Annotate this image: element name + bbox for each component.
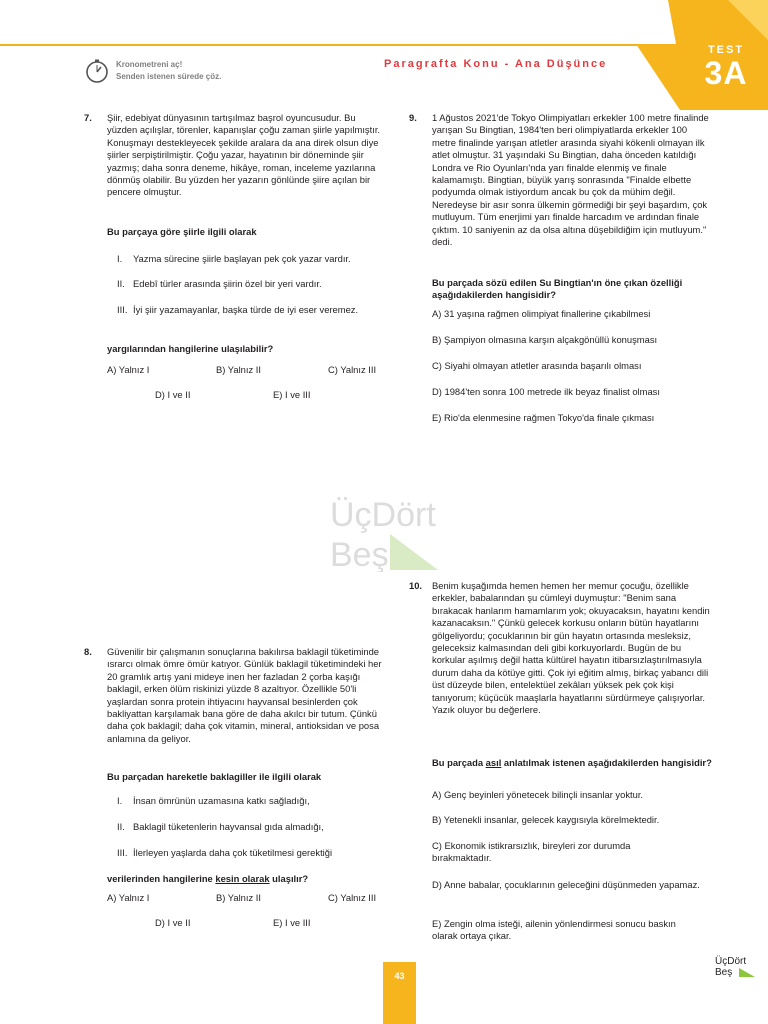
q8-option-b[interactable]: B) Yalnız II [216, 892, 261, 903]
q7-option-c[interactable]: C) Yalnız III [328, 364, 377, 375]
q10-stem-underline: asıl [485, 757, 502, 768]
q9-option-b[interactable]: B) Şampiyon olmasına karşın alçakgönüllü konuşması [432, 334, 658, 345]
test-code: 3A [704, 55, 748, 91]
q10-option-e[interactable]: E) Zengin olma isteği, ailenin yönlendirmesi sonucu baskın olarak ortaya çıkar. [432, 918, 676, 942]
q9-option-e[interactable]: E) Rio'da elenmesine rağmen Tokyo'da finale çıkması [432, 412, 655, 423]
question-10-text: Benim kuşağımda hemen hemen her memur çocuğu, özellikle erkekler, babalarından şu cümleyi duymuştur: "Benim sana bırakacak hanlarım hamamlarım yok; okuyacaksın, hayatını kendin kazanacaksın." Çünkü gelecek korkusu onların bütün hayatlarını gölgeliyordu; çocuklarının bir gün hayatın ortasında mesleksiz, geleceksiz kalmasından deli gibi korkuyorlardı. Bugün de bu korkular aşılmış değil hatta kültürel hayatın itibarsızlaştırılmasıyla durum daha da kötüye gitti. Çok iyi eğitim almış, birkaç yabancı dili üst düzeyde bilen, entelektüel zekâları yüksek pek çok kişi tanıyorum; küçücük maaşlarla hayatlarını sürdürmeye çalışıyorlar. Yazık oluyor bu değerlere. [432, 580, 710, 716]
svg-text:ÜçDört: ÜçDört [330, 496, 436, 534]
q7-roman-2-text: Edebî türler arasında şiirin özel bir yeri vardır. [133, 278, 322, 289]
question-10 [432, 580, 717, 716]
question-9-text: 1 Ağustos 2021'de Tokyo Olimpiyatları erkekler 100 metre finalinde yarışan Su Bingtian, 1984'ten beri olimpiyatlarda erkekler 100 metre finalinde yarışan atletler arasında siyahi kökenli olmayan ilk atlet olmuştur. 31 yaşındaki Su Bingtian, daha önceden katıldığı Londra ve Rio Oyunları'nda yarı finalde elenmiş ve finale kalamamıştı. Bingtian, büyük yarış sonrasında "Finalde elbette podyumda olmak istiyordum ancak bu çok da mühim değil. Neredeyse bir asır sonra ülkemin görmediği bir şeyi başardım, çok mutluyum. Tüm enerjimi yarı finalde harcadım ve ardından finale çıktım. 10 saniyenin az da olsa altına düşebildiğim için mutluyum." dedi. [432, 112, 709, 248]
q7-option-d[interactable]: D) I ve II [155, 389, 191, 400]
q8-roman-1-text: İnsan ömrünün uzamasına katkı sağladığı, [133, 795, 310, 806]
q8-option-a[interactable]: A) Yalnız I [107, 892, 150, 903]
q9-option-c[interactable]: C) Siyahi olmayan atletler arasında başarılı olması [432, 360, 642, 371]
stopwatch-icon [84, 58, 110, 84]
q10-option-c[interactable]: C) Ekonomik istikrarsızlık, bireyleri zor durumda bırakmaktadır. [432, 840, 631, 864]
q10-stem-post: anlatılmak istenen aşağıdakilerden hangisidir? [501, 757, 712, 768]
q9-option-a[interactable]: A) 31 yaşına rağmen olimpiyat finallerine çıkabilmesi [432, 308, 651, 319]
q8-roman-3-number: III. [117, 847, 128, 858]
chrono-line-2: Senden istenen sürede çöz. [116, 72, 222, 81]
svg-text:ÜçDört: ÜçDört [715, 956, 747, 967]
q7-roman-1-number: I. [117, 253, 123, 264]
question-7-stem-2: yargılarından hangilerine ulaşılabilir? [107, 343, 274, 354]
q8-roman-2-number: II. [117, 821, 125, 832]
question-8 [107, 646, 387, 745]
question-9-stem: Bu parçada sözü edilen Su Bingtian'ın öne çıkan özelliği aşağıdakilerden hangisidir? [432, 277, 683, 301]
q7-option-e[interactable]: E) I ve III [273, 389, 311, 400]
question-7-stem: Bu parçaya göre şiirle ilgili olarak [107, 226, 257, 237]
q8-option-c[interactable]: C) Yalnız III [328, 892, 377, 903]
question-8-stem-2 [107, 873, 397, 885]
question-8-text: Güvenilir bir çalışmanın sonuçlarına bakılırsa baklagil tüketiminde ısrarcı olmak ömre ömür katıyor. Günlük baklagil tüketimindeki her 20 gramlık artış yani mideye inen her fazladan 2 çorba kaşığı baklagil, erken ölüm riskinizi yüzde 8 azaltıyor. Özellikle 50'li yaşlardan sonra protein ihtiyacını hayvansal besinlerden çok bakliyattan karşılamak bana göre de daha akılcı bir tutum. Çünkü daha çok baklagil; daha çok vitamin, mineral, antioksidan ve posa anlamına da geliyor. [107, 646, 382, 744]
q7-option-b[interactable]: B) Yalnız II [216, 364, 261, 375]
q9-option-d[interactable]: D) 1984'ten sonra 100 metrede ilk beyaz finalist olması [432, 386, 660, 397]
q7-option-a[interactable]: A) Yalnız I [107, 364, 150, 375]
q10-option-d[interactable]: D) Anne babalar, çocuklarının geleceğini düşünmeden yapamaz. [432, 879, 700, 890]
chrono-line-1: Kronometreni aç! [116, 60, 183, 69]
question-7 [107, 112, 387, 199]
svg-text:Beş: Beş [330, 536, 389, 572]
question-9 [432, 112, 713, 248]
q7-roman-3-text: İyi şiir yazamayanlar, başka türde de iyi eser veremez. [133, 304, 359, 315]
q8-stem2-post: ulaşılır? [269, 873, 309, 884]
q7-roman-2-number: II. [117, 278, 125, 289]
q8-stem2-underline: kesin olarak [215, 873, 270, 884]
q7-roman-3-number: III. [117, 304, 128, 315]
svg-text:Beş: Beş [715, 967, 733, 978]
question-8-number: 8. [84, 646, 92, 657]
question-7-text: Şiir, edebiyat dünyasının tartışılmaz başrol oyuncusudur. Bu yüzden açılışlar, törenler, kapanışlar çoğu zaman şiirle yapılmıştır. Konuşmayı destekleyecek şekilde aralara da ana direk olsun diye şiirler serpiştirilmiştir. Çoğu yazar, hayatının bir döneminde şiir yazmış; daha sonra deneme, hikâye, roman, inceleme yazılarına dönmüş olabilir. Bu yüzden her yazarın gönlünde şiire açılan bir pencere olmuştur. [107, 112, 381, 198]
page-number-tab [383, 962, 416, 1024]
question-8-stem: Bu parçadan hareketle baklagiller ile ilgili olarak [107, 771, 322, 782]
question-9-number: 9. [409, 112, 417, 123]
chrono-hint [116, 59, 221, 83]
q10-stem-pre: Bu parçada [432, 757, 486, 768]
q8-option-d[interactable]: D) I ve II [155, 917, 191, 928]
q10-option-a[interactable]: A) Genç beyinleri yönetecek bilinçli insanlar yoktur. [432, 789, 644, 800]
question-10-stem [432, 757, 722, 769]
q8-option-e[interactable]: E) I ve III [273, 917, 311, 928]
page-title: Paragrafta Konu - Ana Düşünce [384, 58, 608, 70]
page-number: 43 [394, 971, 405, 981]
q7-roman-1-text: Yazma sürecine şiirle başlayan pek çok yazar vardır. [133, 253, 351, 264]
q8-stem2-pre: verilerinden hangilerine [107, 873, 216, 884]
q8-roman-2-text: Baklagil tüketenlerin hayvansal gıda almadığı, [133, 821, 324, 832]
publisher-watermark [330, 492, 445, 572]
q10-option-b[interactable]: B) Yetenekli insanlar, gelecek kaygısıyla körelmektedir. [432, 814, 660, 825]
q8-roman-1-number: I. [117, 795, 123, 806]
test-label: TEST [707, 44, 745, 56]
question-10-number: 10. [409, 580, 423, 591]
header-rule [0, 44, 690, 46]
publisher-logo [715, 954, 757, 978]
q8-roman-3-text: İlerleyen yaşlarda daha çok tüketilmesi gerektiği [133, 847, 333, 858]
question-7-number: 7. [84, 112, 92, 123]
